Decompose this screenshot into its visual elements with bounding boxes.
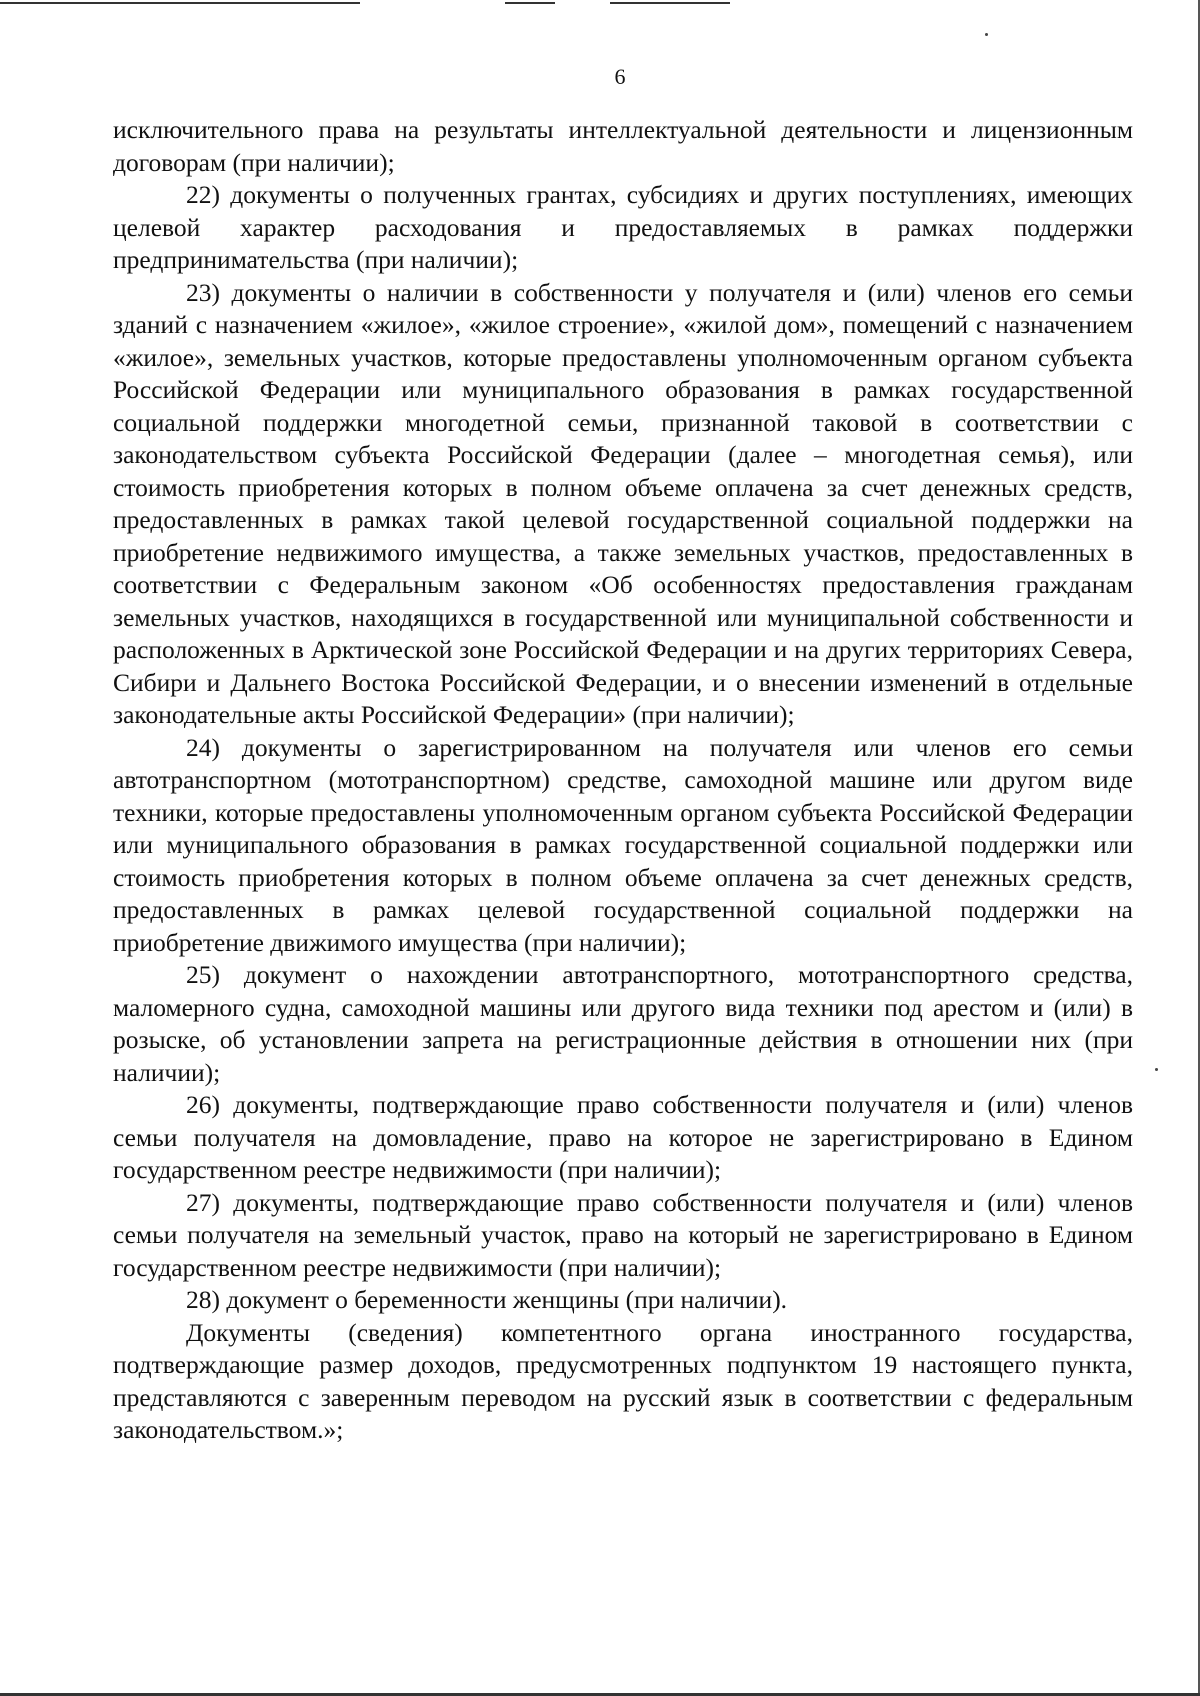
- scan-top-edge: [0, 0, 1200, 8]
- paragraph-item-24: 24) документы о зарегистрированном на получателя или членов его семьи автотранспортном (мототранспортном) средстве, самоходной машине или другом виде техники, которые предоставлены уполномоченным органом субъекта Российской Федерации или муниципального образования в рамках государственной социальной поддержки или стоимость приобретения которых в полном объеме оплачена за счет денежных средств, предоставленных в рамках целевой государственной социальной поддержки на приобретение движимого имущества (при наличии);: [113, 732, 1133, 957]
- paragraph-item-28: 28) документ о беременности женщины (при наличии).: [186, 1285, 788, 1314]
- paragraph-item-23: 23) документы о наличии в собственности у получателя и (или) членов его семьи зданий с назначением «жилое», «жилое строение», «жилой дом», помещений с назначением «жилое», земельных участков, которые предоставлены уполномоченным органом субъекта Российской Федерации или муниципального образования в рамках государственной социальной поддержки многодетной семьи, признанной таковой в соответствии с законодательством субъекта Российской Федерации (далее – многодетная семья), или стоимость приобретения которых в полном объеме оплачена за счет денежных средств, предоставленных в рамках такой целевой государственной социальной поддержки на приобретение недвижимого имущества, а также земельных участков, предоставленных в соответствии с Федеральным законом «Об особенностях предоставления гражданам земельных участков, находящихся в государственной или муниципальной собственности и расположенных в Арктической зоне Российской Федерации и на других территориях Севера, Сибири и Дальнего Востока Российской Федерации, и о внесении изменений в отдельные законодательные акты Российской Федерации» (при наличии);: [113, 277, 1133, 729]
- document-body: [113, 114, 1133, 1447]
- paragraph-item-25: 25) документ о нахождении автотранспортного, мототранспортного средства, маломерного судна, самоходной машины или другого вида техники под арестом и (или) в розыске, об установлении запрета на регистрационные действия в отношении них (при наличии);: [113, 960, 1133, 1087]
- paragraph-item-26: 26) документы, подтверждающие право собственности получателя и (или) членов семьи получателя на домовладение, право на которое не зарегистрировано в Едином государственном реестре недвижимости (при наличии);: [113, 1090, 1133, 1184]
- paragraph-continuation: исключительного права на результаты интеллектуальной деятельности и лицензионным договорам (при наличии);: [113, 115, 1133, 177]
- scan-speck: [985, 33, 988, 36]
- scan-line: [0, 2, 360, 4]
- page-number: 6: [614, 64, 626, 89]
- paragraph-item-22: 22) документы о полученных грантах, субсидиях и других поступлениях, имеющих целевой характер расходования и предоставляемых в рамках поддержки предпринимательства (при наличии);: [113, 180, 1133, 274]
- scan-line: [610, 2, 730, 4]
- scan-speck: [1155, 1068, 1158, 1071]
- paragraph-foreign-documents: Документы (сведения) компетентного органа иностранного государства, подтверждающие размер доходов, предусмотренных подпунктом 19 настоящего пункта, представляются с заверенным переводом на русский язык в соответствии с федеральным законодательством.»;: [113, 1317, 1133, 1444]
- paragraph-item-27: 27) документы, подтверждающие право собственности получателя и (или) членов семьи получателя на земельный участок, право на который не зарегистрировано в Едином государственном реестре недвижимости (при наличии);: [113, 1187, 1133, 1282]
- scan-line: [505, 2, 555, 4]
